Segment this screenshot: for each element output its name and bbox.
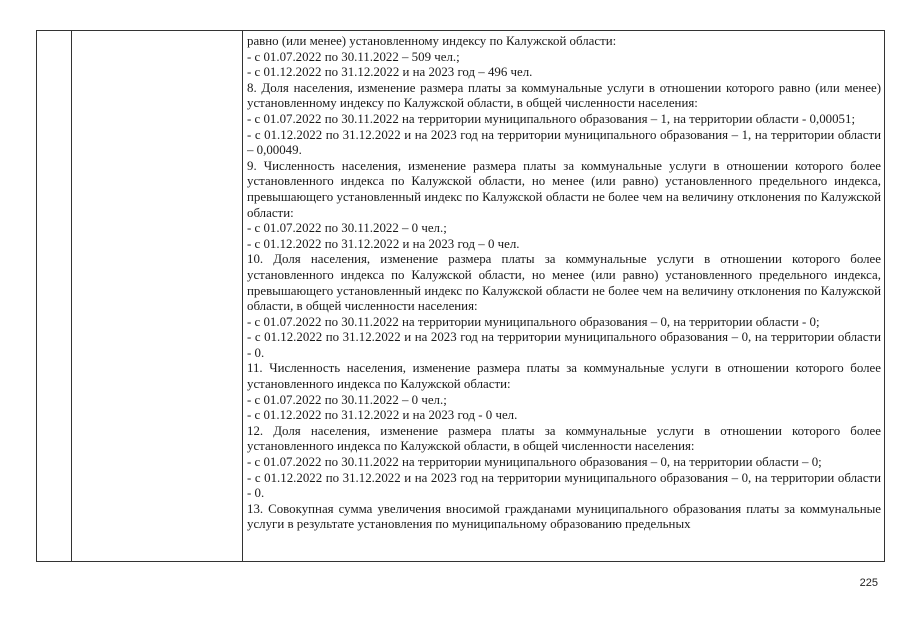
paragraph: 12. Доля населения, изменение размера платы за коммунальные услуги в отношении которого более установленного индекса по Калужской области, в общей численности населения: (247, 423, 881, 454)
paragraph: 9. Численность населения, изменение размера платы за коммунальные услуги в отношении которого более установленного индекса по Калужской области, но менее (или равно) установленного предельного индекса, превышающего установленный индекс по Калужской области не более чем на величину отклонения по Калужской области: (247, 158, 881, 220)
paragraph: 13. Совокупная сумма увеличения вносимой гражданами муниципального образования платы за коммунальные услуги в результате установления по муниципальному образованию предельных (247, 501, 881, 532)
paragraph: - с 01.12.2022 по 31.12.2022 и на 2023 год на территории муниципального образования – 0, на территории области - 0. (247, 470, 881, 501)
paragraph: 11. Численность населения, изменение размера платы за коммунальные услуги в отношении которого более установленного индекса по Калужской области: (247, 361, 881, 392)
paragraph: - с 01.12.2022 по 31.12.2022 и на 2023 год – 496 чел. (247, 65, 533, 80)
text-cell (247, 34, 881, 562)
paragraph: - с 01.12.2022 по 31.12.2022 и на 2023 год на территории муниципального образования – 1, на территории области – 0,00049. (247, 127, 881, 158)
paragraph: 8. Доля населения, изменение размера платы за коммунальные услуги в отношении которого равно (или менее) установленному индексу по Калужской области, в общей численности населения: (247, 80, 881, 111)
paragraph: - с 01.07.2022 по 30.11.2022 на территории муниципального образования – 0, на территории области – 0; (247, 455, 822, 470)
paragraph: 10. Доля населения, изменение размера платы за коммунальные услуги в отношении которого более установленного индекса по Калужской области, но менее (или равно) установленного предельного индекса, превышающего установленный индекс по Калужской области не более чем на величину отклонения по Калужской области, в общей численности населения: (247, 252, 881, 314)
paragraph: - с 01.07.2022 по 30.11.2022 – 0 чел.; (247, 221, 447, 236)
paragraph: - с 01.07.2022 по 30.11.2022 – 509 чел.; (247, 49, 460, 64)
paragraph: - с 01.07.2022 по 30.11.2022 на территории муниципального образования – 1, на территории области - 0,00051; (247, 111, 856, 126)
paragraph: - с 01.12.2022 по 31.12.2022 и на 2023 год - 0 чел. (247, 408, 518, 423)
page-number: 225 (859, 577, 878, 589)
paragraph: - с 01.12.2022 по 31.12.2022 и на 2023 год на территории муниципального образования – 0, на территории области - 0. (247, 330, 881, 360)
paragraph: - с 01.07.2022 по 30.11.2022 на территории муниципального образования – 0, на территории области - 0; (247, 314, 820, 329)
paragraph: - с 01.07.2022 по 30.11.2022 – 0 чел.; (247, 392, 447, 407)
column-divider (242, 31, 243, 561)
paragraph: - с 01.12.2022 по 31.12.2022 и на 2023 год – 0 чел. (247, 236, 520, 251)
column-divider (71, 31, 72, 561)
paragraph: равно (или менее) установленному индексу по Калужской области: (247, 34, 617, 48)
table (36, 30, 885, 562)
